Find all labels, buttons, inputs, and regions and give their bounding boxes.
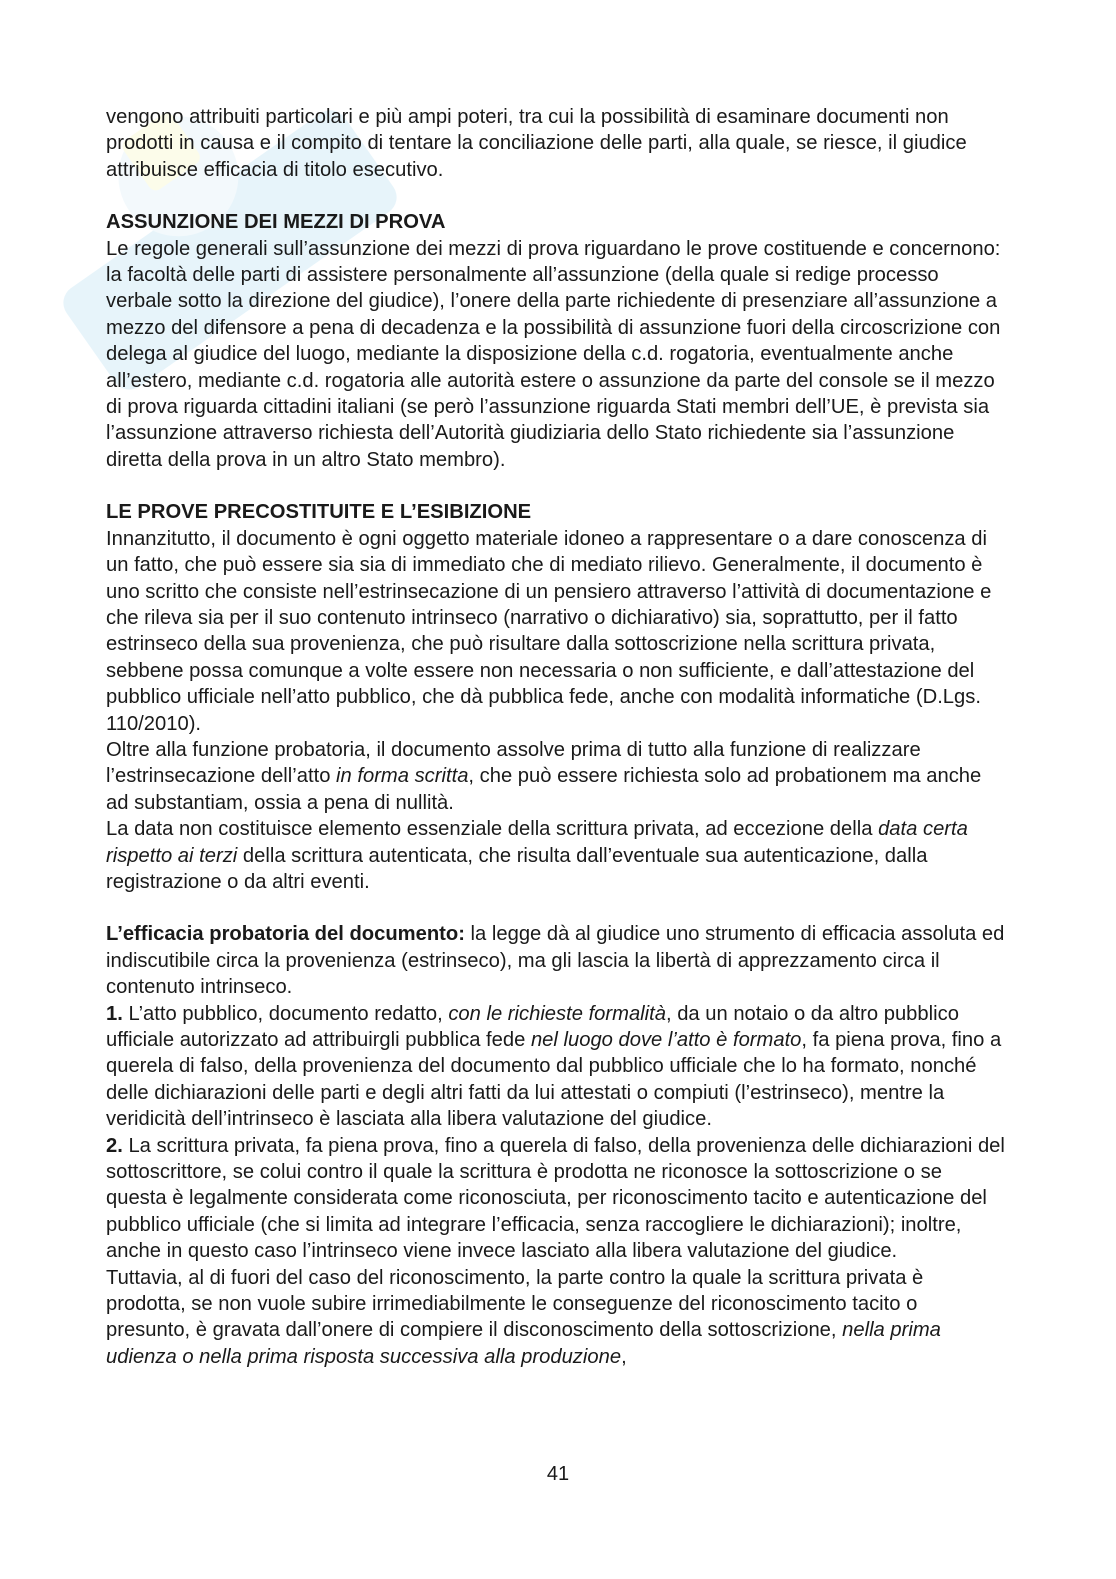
section-heading-prove-precostituite: LE PROVE PRECOSTITUITE E L’ESIBIZIONE <box>106 501 532 524</box>
text-run: della scrittura autenticata, che risulta dall’eventuale sua autenticazione, dalla registrazione o da altri eventi. <box>106 844 928 893</box>
page-number: 41 <box>546 1463 570 1485</box>
data-paragraph <box>106 816 1006 895</box>
list-number: 2. <box>106 1134 123 1157</box>
text-run: Oltre alla funzione probatoria, il documento assolve prima di tutto alla funzione di realizzare l’estrinsecazione dell’atto <box>106 738 921 788</box>
bold-lead-text: L’efficacia probatoria del documento: <box>106 923 465 946</box>
section-heading-assunzione: ASSUNZIONE DEI MEZZI DI PROVA <box>106 211 446 234</box>
text-run: L’atto pubblico, documento redatto, <box>122 1002 449 1025</box>
text-run: , da un notaio o da altro pubblico ufficiale autorizzato ad attribuirgli pubblica fede <box>106 1002 959 1051</box>
italic-text-run: data certa rispetto ai terzi <box>106 818 968 867</box>
intro-paragraph: vengono attribuiti particolari e più ampi poteri, tra cui la possibilità di esaminare documenti non prodotti in causa e il compito di tentare la conciliazione delle parti, alla quale, se riesce, il giudice attribuisce efficacia di titolo esecutivo. <box>106 106 967 181</box>
text-run: la legge dà al giudice uno strumento di efficacia assoluta ed indiscutibile circa la provenienza (estrinseco), ma gli lascia la libertà di apprezzamento circa il contenuto intrinseco. <box>106 923 1005 999</box>
text-run: La scrittura privata, fa piena prova, fino a querela di falso, della provenienza delle dichiarazioni del sottoscrittore, se colui contro il quale la scrittura è prodotta ne riconosce la sottoscrizione o se questa è legalmente considerata come riconosciuta, per riconoscimento tacito e autenticazione del pubblico ufficiale (che si limita ad integrare l’efficacia, senza raccogliere le dichiarazioni); inoltre, anche in questo caso l’intrinseco viene invece lasciato alla libera valutazione del giudice. <box>106 1134 1005 1263</box>
funzione-probatoria-paragraph <box>106 737 1006 816</box>
italic-text-run: nella prima udienza o nella prima risposta successiva alla produzione <box>106 1319 941 1368</box>
text-run: , fa piena prova, fino a querela di falso, della provenienza del documento dal pubblico ufficiale che lo ha formato, nonché delle dichiarazioni delle parti e degli altri fatti da lui attestati o compiuti (l’estrinseco), mentre la veridicità dell’intrinseco è lasciata alla libera valutazione del giudice. <box>106 1029 1002 1131</box>
list-item-atto-pubblico <box>106 1001 1006 1133</box>
text-run: La data non costituisce elemento essenziale della scrittura privata, ad eccezione della <box>106 818 879 841</box>
italic-text-run: nel luogo dove l’atto è formato <box>530 1029 802 1051</box>
italic-text-run: con le richieste formalità <box>448 1002 666 1025</box>
efficacia-probatoria-paragraph <box>106 921 1006 1000</box>
text-run: , che può essere richiesta solo ad probationem ma anche ad substantiam, ossia a pena di nullità. <box>106 765 982 814</box>
italic-text-run: in forma scritta <box>336 765 469 788</box>
disconoscimento-paragraph <box>106 1265 1006 1371</box>
list-number: 1. <box>106 1002 123 1025</box>
list-item-scrittura-privata <box>106 1133 1006 1265</box>
document-page <box>106 104 1006 1370</box>
text-run: Tuttavia, al di fuori del caso del riconoscimento, la parte contro la quale la scrittura privata è prodotta, se non vuole subire irrimediabilmente le conseguenze del riconoscimento tacito o presunto, è gravata dall’onere di compiere il disconoscimento della sottoscrizione, <box>106 1266 924 1342</box>
assunzione-paragraph: Le regole generali sull’assunzione dei mezzi di prova riguardano le prove costituende e concernono: la facoltà delle parti di assistere personalmente all’assunzione (della quale si redige processo verbale sotto la direzione del giudice), l’onere della parte richiedente di presenziare all’assunzione a mezzo del difensore a pena di decadenza e la possibilità di assunzione fuori della circoscrizione con delega al giudice del luogo, mediante la disposizione della c.d. rogatoria, eventualmente anche all’estero, mediante c.d. rogatoria alle autorità estere o assunzione da parte del console se il mezzo di prova riguarda cittadini italiani (se però l’assunzione riguarda Stati membri dell’UE, è prevista sia l’assunzione attraverso richiesta dell’Autorità giudiziaria dello Stato richiedente sia l’assunzione diretta della prova in un altro Stato membro). <box>106 237 1001 471</box>
documento-definition-paragraph: Innanzitutto, il documento è ogni oggetto materiale idoneo a rappresentare o a dare conoscenza di un fatto, che può essere sia sia di immediato che di mediato rilievo. Generalmente, il documento è uno scritto che consiste nell’estrinsecazione di un pensiero attraverso l’attività di documentazione e che rileva sia per il suo contenuto intrinseco (narrativo o dichiarativo) sia, soprattutto, per il fatto estrinseco della sua provenienza, che può risultare dalla sottoscrizione nella scrittura privata, sebbene possa comunque a volte essere non necessaria o non sufficiente, e dall’attestazione del pubblico ufficiale nell’atto pubblico, che dà pubblica fede, anche con modalità informatiche (D.Lgs. 110/2010). <box>106 527 992 735</box>
text-run: , <box>621 1345 627 1368</box>
